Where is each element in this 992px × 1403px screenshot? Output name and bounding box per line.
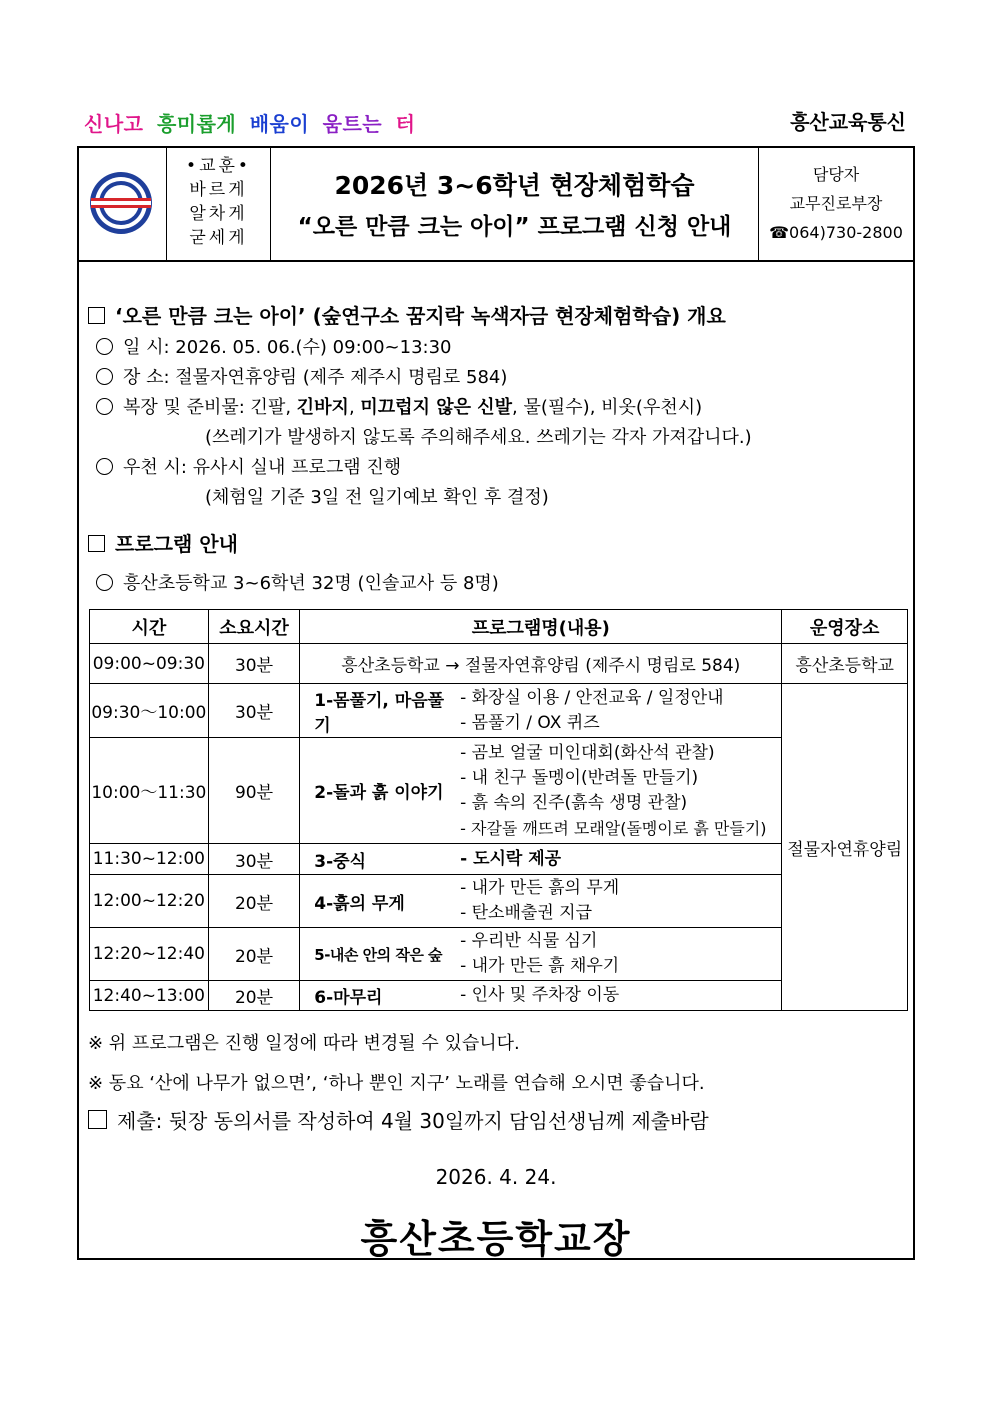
desc-item: - 자갈돌 깨뜨려 모래알(돌멩이로 흙 만들기) (460, 818, 767, 838)
principal-signature: 흥산초등학교장 (360, 1217, 632, 1261)
slogan-part: 터 (395, 112, 416, 136)
table-row (90, 684, 908, 738)
prep-bold-pants: 긴바지 (296, 397, 349, 418)
desc-item: - 우리반 식물 심기 (460, 931, 598, 951)
document-title (271, 146, 759, 260)
cell-place: 흥산초등학교 (782, 644, 908, 684)
note-schedule-change: ※ 위 프로그램은 진행 일정에 따라 변경될 수 있습니다. (88, 1033, 520, 1054)
circle-bullet-icon (96, 398, 113, 415)
cell-time: 12:00~12:20 (90, 875, 209, 928)
checkbox-icon (88, 307, 105, 324)
circle-bullet-icon (96, 368, 113, 385)
cell-duration: 20분 (208, 928, 300, 981)
school-motto (167, 146, 271, 260)
cell-program-name: 5-내손 안의 작은 숲 (300, 928, 460, 981)
school-emblem-icon (77, 146, 167, 260)
overview-rain-text: 우천 시: 유사시 실내 프로그램 진행 (123, 457, 402, 478)
slogan-part: 움트는 (322, 112, 383, 136)
cell-time: 09:30～10:00 (90, 684, 209, 738)
overview-rain-note: (체험일 기준 3일 전 일기예보 확인 후 결정) (205, 487, 549, 508)
desc-item: - 탄소배출권 지급 (460, 903, 592, 923)
overview-prep (96, 393, 702, 419)
motto-line: 바르게 (189, 180, 248, 200)
overview-heading-text: ‘오른 만큼 크는 아이’ (숲연구소 꿈지락 녹색자금 현장체험학습) 개요 (115, 304, 726, 328)
table-row (90, 644, 908, 684)
submit-text: 제출: 뒷장 동의서를 작성하여 4월 30일까지 담임선생님께 제출바람 (117, 1109, 709, 1133)
title-line-1: 2026년 3~6학년 현장체험학습 (334, 171, 695, 200)
cell-program-name: 2-돌과 흙 이야기 (300, 738, 460, 844)
cell-description (460, 928, 782, 981)
circle-bullet-icon (96, 458, 113, 475)
overview-date-text: 일 시: 2026. 05. 06.(수) 09:00~13:30 (123, 337, 452, 358)
slogan-part: 배움이 (249, 112, 310, 136)
cell-duration: 30분 (208, 844, 300, 875)
program-heading-text: 프로그램 안내 (115, 532, 238, 556)
cell-time: 12:40~13:00 (90, 981, 209, 1011)
school-slogan (84, 108, 421, 137)
overview-rain (96, 453, 401, 479)
cell-description (460, 738, 782, 844)
overview-place (96, 363, 507, 389)
program-heading (88, 528, 238, 557)
school-logo (77, 146, 167, 260)
desc-item: - 내 친구 돌멩이(반려돌 만들기) (460, 767, 699, 788)
cell-time: 11:30~12:00 (90, 844, 209, 875)
motto-line: 알차게 (189, 204, 248, 224)
cell-duration: 20분 (208, 981, 300, 1011)
note-song-practice: ※ 동요 ‘산에 나무가 없으면’, ‘하나 뿐인 지구’ 노래를 연습해 오시면 좋습니다. (88, 1073, 705, 1094)
program-participants (96, 569, 499, 595)
desc-item: - 몸풀기 / OX 퀴즈 (460, 712, 600, 733)
cell-description (460, 844, 782, 875)
publication-title: 흥산교육통신 (790, 110, 906, 134)
prep-sep: , (348, 397, 361, 418)
overview-date (96, 333, 452, 359)
cell-duration: 90분 (208, 738, 300, 844)
col-header: 운영장소 (782, 610, 908, 644)
cell-duration: 20분 (208, 875, 300, 928)
contact-info (759, 146, 913, 260)
cell-description (460, 684, 782, 738)
contact-phone: ☎064)730-2800 (769, 223, 903, 242)
cell-time: 10:00～11:30 (90, 738, 209, 844)
slogan-part: 신나고 (84, 112, 144, 136)
overview-place-text: 장 소: 절물자연휴양림 (제주 제주시 명림로 584) (123, 367, 508, 388)
circle-bullet-icon (96, 574, 113, 591)
cell-time: 09:00~09:30 (90, 644, 209, 684)
desc-item: - 내가 만든 흙 채우기 (460, 956, 620, 976)
cell-program-name: 1-몸풀기, 마음풀기 (300, 684, 460, 738)
cell-duration: 30분 (208, 684, 300, 738)
cell-content: 흥산초등학교 → 절물자연휴양림 (제주시 명림로 584) (300, 644, 782, 684)
desc-item: - 흙 속의 진주(흙속 생명 관찰) (460, 792, 688, 813)
cell-shared-place: 절물자연휴양림 (782, 684, 908, 1011)
contact-dept: 교무진로부장 (789, 194, 883, 213)
desc-item: - 도시락 제공 (460, 848, 562, 869)
circle-bullet-icon (96, 338, 113, 355)
cell-time: 12:20~12:40 (90, 928, 209, 981)
cell-program-name: 3-중식 (300, 844, 460, 875)
contact-label: 담당자 (812, 165, 860, 184)
cell-program-name: 4-흙의 무게 (300, 875, 460, 928)
desc-item: - 화장실 이용 / 안전교육 / 일정안내 (460, 687, 724, 708)
program-table (89, 609, 908, 1011)
cell-description (460, 981, 782, 1011)
overview-heading (88, 300, 726, 329)
prep-text: 복장 및 준비물: 긴팔, (123, 397, 297, 418)
cell-duration: 30분 (208, 644, 300, 684)
col-header: 소요시간 (208, 610, 300, 644)
desc-item: - 내가 만든 흙의 무게 (460, 878, 620, 898)
participants-text: 흥산초등학교 3~6학년 32명 (인솔교사 등 8명) (123, 573, 499, 594)
cell-description (460, 875, 782, 928)
col-header: 시간 (90, 610, 209, 644)
desc-item: - 곰보 얼굴 미인대회(화산석 관찰) (460, 742, 715, 763)
checkbox-icon (88, 535, 105, 552)
table-header-row (90, 610, 908, 644)
overview-prep-note: (쓰레기가 발생하지 않도록 주의해주세요. 쓰레기는 각자 가져갑니다.) (205, 427, 752, 448)
document-header (77, 146, 915, 262)
title-line-2: “오른 만큼 크는 아이” 프로그램 신청 안내 (297, 214, 732, 240)
motto-label: •교훈• (186, 156, 251, 176)
cell-program-name: 6-마무리 (300, 981, 460, 1011)
submit-instruction (88, 1105, 709, 1134)
col-header: 프로그램명(내용) (300, 610, 782, 644)
prep-suffix: , 물(필수), 비옷(우천시) (512, 397, 703, 418)
motto-line: 굳세게 (189, 228, 248, 248)
checkbox-icon (88, 1110, 107, 1129)
prep-bold-shoes: 미끄럽지 않은 신발 (360, 397, 513, 418)
desc-item: - 인사 및 주차장 이동 (460, 985, 620, 1005)
issue-date: 2026. 4. 24. (435, 1165, 557, 1189)
slogan-part: 흥미롭게 (156, 112, 237, 136)
